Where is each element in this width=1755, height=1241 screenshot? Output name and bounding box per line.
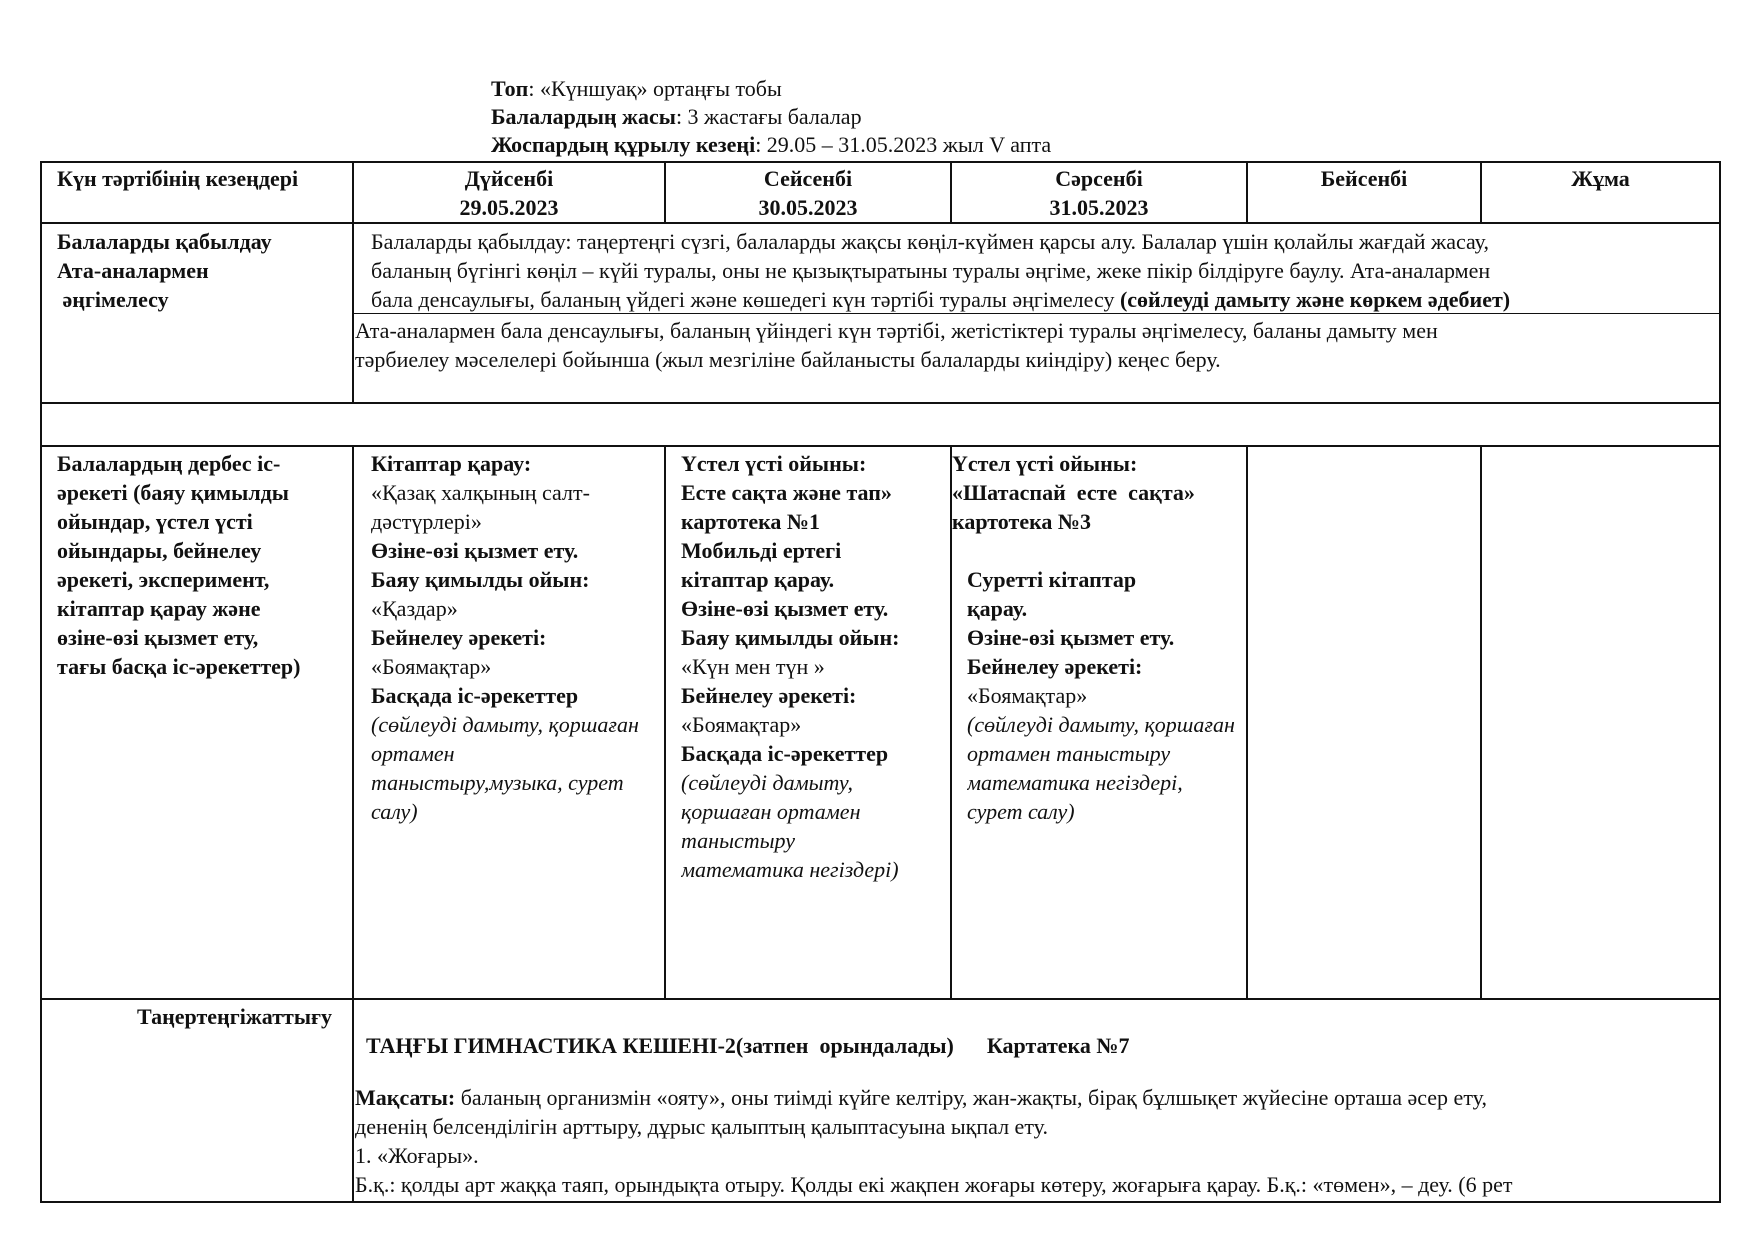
activity-line: ортамен <box>371 741 455 766</box>
activity-line: кітаптар қарау. <box>681 567 835 592</box>
activity-line: Суретті кітаптар <box>967 567 1137 592</box>
activity-line: Үстел үсті ойыны: <box>952 451 1138 476</box>
column-header-wednesday: Сәрсенбі 31.05.2023 <box>1049 166 1149 220</box>
row-title-reception: Балаларды қабылдау Ата-аналармен әңгімелесу <box>57 229 272 312</box>
monday-activities <box>371 449 664 826</box>
row-title-exercise: Таңертеңгіжаттығу <box>136 1004 332 1029</box>
exercise-heading: ТАҢҒЫ ГИМНАСТИКА КЕШЕНІ-2(затпен орындалады) Картатека №7 <box>366 1033 1130 1058</box>
column-header-monday: Дүйсенбі 29.05.2023 <box>459 166 559 220</box>
reception-description: Балаларды қабылдау: таңертеңгі сүзгі, балаларды жақсы көңіл-күймен қарсы алу. Балалар үшін қолайлы жағдай жасау, баланың бүгінгі көңіл – күйі туралы, оны не қызықтыратыны туралы әңгіме, жеке пікір білдіруге баулу. Ата-аналармен бала денсаулығы, баланың үйдегі және көшедегі күн тәртібі туралы әңгімелесу (сөйлеуді дамыту және көркем әдебиет) <box>371 229 1511 312</box>
activity-line: картотека №1 <box>681 509 821 534</box>
wednesday-activities-bottom <box>967 565 1246 826</box>
column-divider <box>1246 445 1248 999</box>
activity-line: «Қазақ халқының салт- <box>371 480 590 505</box>
column-divider <box>352 445 354 1203</box>
activity-line: сурет салу) <box>967 799 1075 824</box>
row-title-activity: Балалардың дербес іс- әрекеті (баяу қимылды ойындар, үстел үсті ойындары, бейнелеу әрекеті, эксперимент, кітаптар қарау және өзіне-өзі қызмет ету, тағы басқа іс-әрекеттер) <box>57 451 301 679</box>
column-header-tuesday: Сейсенбі 30.05.2023 <box>758 166 858 220</box>
activity-line: таныстыру,музыка, сурет <box>371 770 624 795</box>
activity-line: (сөйлеуді дамыту, <box>681 770 854 795</box>
activity-line: Өзіне-өзі қызмет ету. <box>967 625 1175 650</box>
activity-line: Кітаптар қарау: <box>371 451 532 476</box>
activity-line: математика негіздері) <box>681 857 899 882</box>
row-divider <box>40 402 1721 404</box>
column-divider <box>1480 445 1482 999</box>
activity-line: математика негіздері, <box>967 770 1183 795</box>
activity-line: «Боямақтар» <box>681 712 802 737</box>
activity-line: Үстел үсті ойыны: <box>681 451 867 476</box>
activity-line: қарау. <box>967 596 1028 621</box>
column-header-thursday: Бейсенбі <box>1320 166 1408 191</box>
activity-line: Өзіне-өзі қызмет ету. <box>681 596 889 621</box>
activity-line: Өзіне-өзі қызмет ету. <box>371 538 579 563</box>
activity-line: дәстүрлері» <box>371 509 482 534</box>
table-border-left <box>40 161 42 1203</box>
activity-line: «Боямақтар» <box>967 683 1088 708</box>
activity-line: «Қаздар» <box>371 596 458 621</box>
activity-line: Баяу қимылды ойын: <box>681 625 900 650</box>
row-divider <box>40 445 1721 447</box>
activity-line: картотека №3 <box>952 509 1092 534</box>
activity-line: Бейнелеу әрекеті: <box>681 683 857 708</box>
activity-line: Басқада іс-әрекеттер <box>681 741 889 766</box>
column-divider <box>664 445 666 999</box>
activity-line: «Күн мен түн » <box>681 654 825 679</box>
wednesday-activities-top <box>952 449 1246 536</box>
group-line: Топ: «Күншуақ» ортаңғы тобы <box>491 76 782 101</box>
age-line: Балалардың жасы: 3 жастағы балалар <box>491 104 862 129</box>
exercise-details: Мақсаты: баланың организмін «ояту», оны тиімді күйге келтіру, жан-жақты, бірақ бұлшықет жүйесіне орташа әсер ету, дененің белсенділігін арттыру, дұрыс қалыптың қалыптасуына ықпал ету. 1. «Жоғары». Б.қ.: қолды арт жаққа таяп, орындықта отыру. Қолды екі жақпен жоғары көтеру, жоғарыға қарау. Б.қ.: «төмен», – деу. (6 рет <box>355 1085 1513 1197</box>
activity-line: (сөйлеуді дамыту, қоршаған <box>967 712 1235 737</box>
column-header-friday: Жұма <box>1571 166 1630 191</box>
column-header-phases: Күн тәртібінің кезеңдері <box>57 166 299 191</box>
table-border-top <box>40 161 1721 163</box>
tuesday-activities <box>681 449 950 884</box>
activity-line: қоршаған ортамен <box>681 799 861 824</box>
activity-line: Бейнелеу әрекеті: <box>371 625 547 650</box>
activity-line: «Боямақтар» <box>371 654 492 679</box>
activity-line: салу) <box>371 799 418 824</box>
activity-line: ортамен таныстыру <box>967 741 1171 766</box>
activity-line: таныстыру <box>681 828 795 853</box>
row-divider <box>40 222 1721 224</box>
activity-line: Есте сақта және тап» <box>681 480 892 505</box>
table-border-bottom <box>40 1201 1721 1203</box>
activity-line: «Шатаспай есте сақта» <box>952 480 1195 505</box>
activity-line: Баяу қимылды ойын: <box>371 567 590 592</box>
table-border-right <box>1719 161 1721 1203</box>
period-line: Жоспардың құрылу кезеңі: 29.05 – 31.05.2023 жыл V апта <box>491 132 1052 157</box>
activity-line: (сөйлеуді дамыту, қоршаған <box>371 712 639 737</box>
activity-line: Бейнелеу әрекеті: <box>967 654 1143 679</box>
parents-consultation: Ата-аналармен бала денсаулығы, баланың үйіндегі күн тәртібі, жетістіктері туралы әңгімелесу, баланы дамыту мен тәрбиелеу мәселелері бойынша (жыл мезгіліне байланысты балаларды киіндіру) кеңес беру. <box>355 318 1438 372</box>
row-divider <box>40 998 1721 1000</box>
activity-line: Басқада іс-әрекеттер <box>371 683 579 708</box>
activity-line: Мобильді ертегі <box>681 538 842 563</box>
